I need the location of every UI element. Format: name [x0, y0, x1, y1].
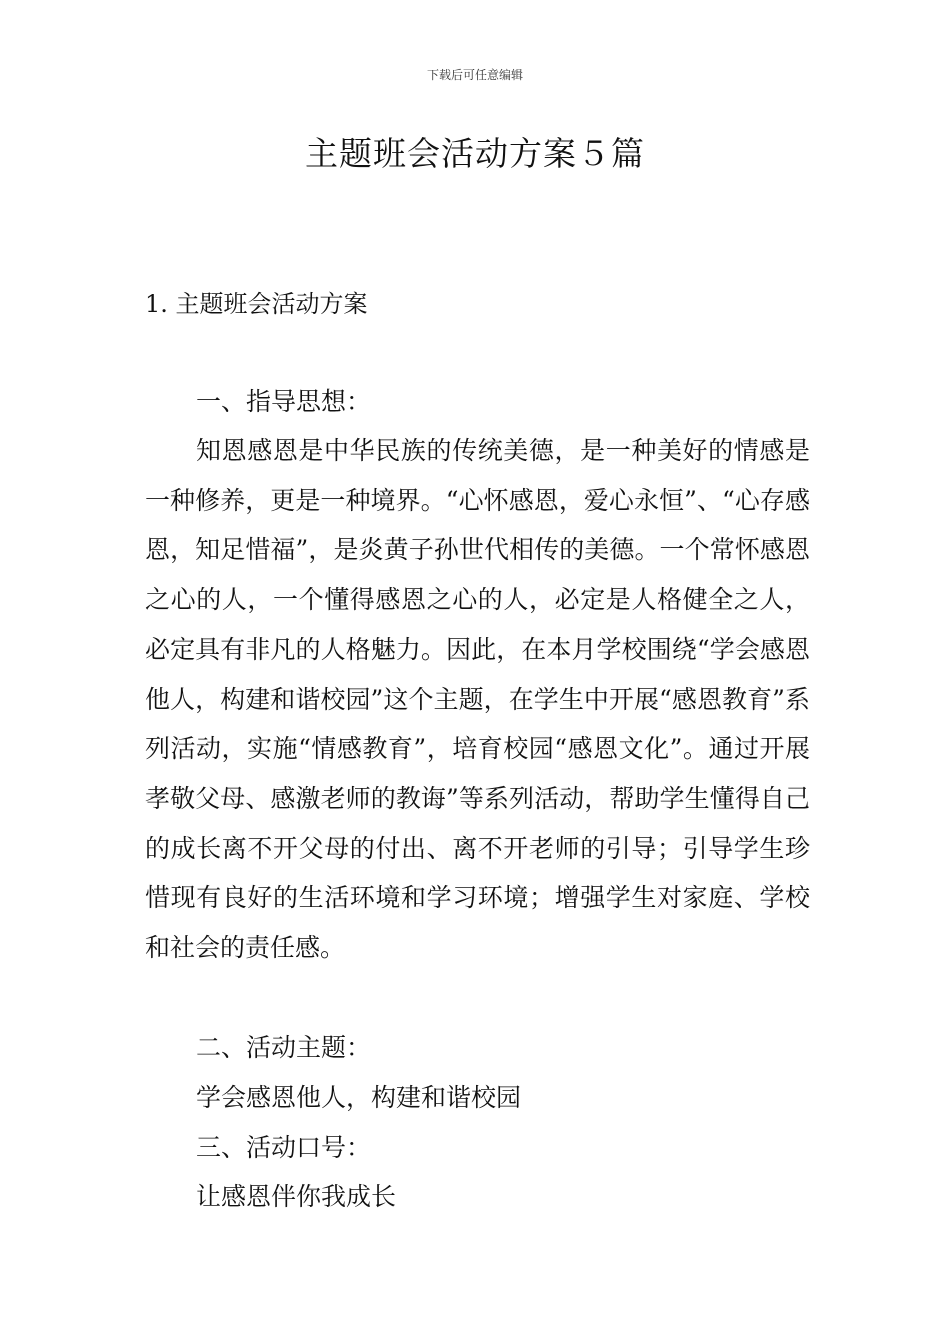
- theme-text: 学会感恩他人，构建和谐校园: [196, 1083, 522, 1112]
- guiding-heading: 一、指导思想：: [196, 387, 372, 416]
- section-title: 1. 主题班会活动方案: [145, 290, 368, 318]
- header-note: 下载后可任意编辑: [426, 68, 523, 82]
- document-title: 主题班会活动方案５篇: [305, 134, 645, 173]
- theme-heading: 二、活动主题：: [196, 1033, 372, 1062]
- slogan-text: 让感恩伴你我成长: [196, 1182, 397, 1211]
- slogan-heading: 三、活动口号：: [196, 1133, 372, 1162]
- guiding-body-paragraph: 知恩感恩是中华民族的传统美德，是一种美好的情感是一种修养，更是一种境界。“心怀感恩，爱心永恒”、“心存感恩，知足惜福”，是炎黄子孙世代相传的美德。一个常怀感恩之心的人，一个懂得感恩之心的人，必定是人格健全之人，必定具有非凡的人格魅力。因此，在本月学校围绕“学会感恩他人，构建和谐校园”这个主题，在学生中开展“感恩教育”系列活动，实施“情感教育”，培育校园“感恩文化”。通过开展孝敬父母、感激老师的教诲”等系列活动，帮助学生懂得自己的成长离不开父母的付出、离不开老师的引导；引导学生珍惜现有良好的生活环境和学习环境；增强学生对家庭、学校和社会的责任感。: [145, 436, 810, 963]
